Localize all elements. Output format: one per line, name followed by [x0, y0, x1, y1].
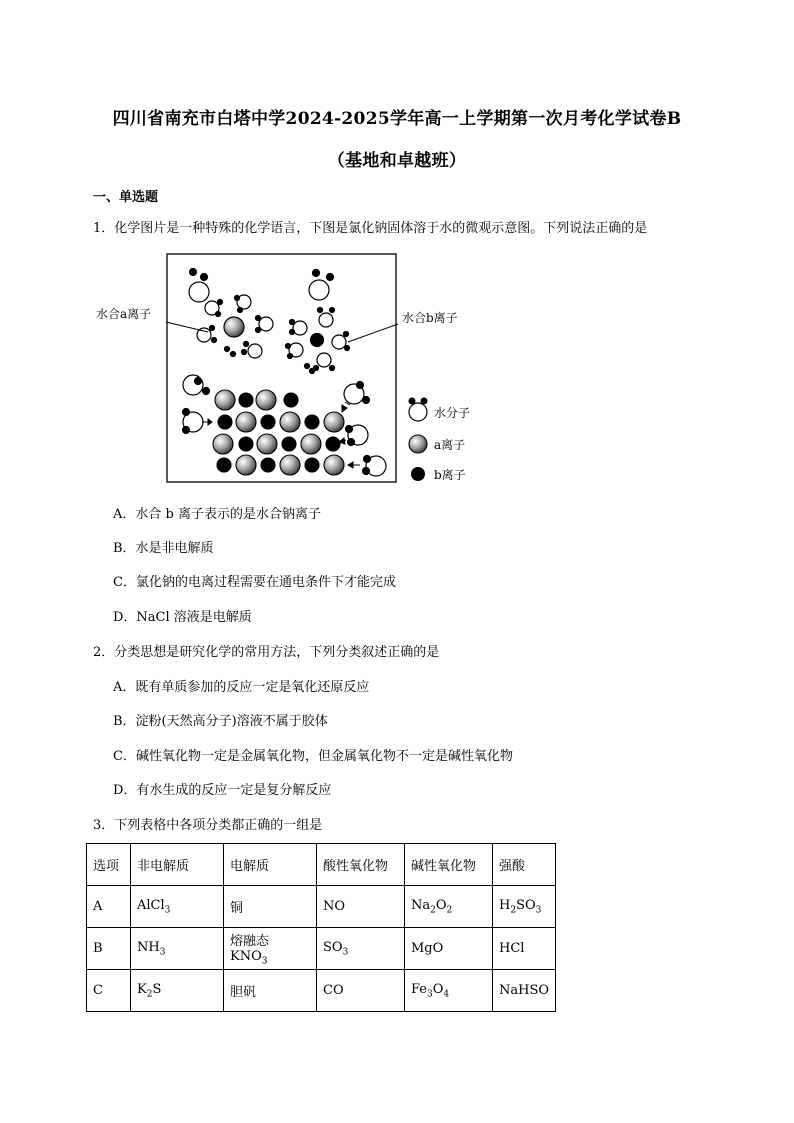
header-cell: 酸性氧化物	[317, 844, 405, 886]
strong-acid-cell: NaHSO	[493, 970, 556, 1012]
non-electrolyte-cell: $K_2S$	[131, 970, 224, 1012]
question-3-stem: 3．下列表格中各项分类都正确的一组是	[93, 818, 323, 833]
table-header-row	[87, 844, 556, 886]
q2-option-c: C．碱性氧化物一定是金属氧化物，但金属氧化物不一定是碱性氧化物	[113, 749, 513, 764]
legend-b-ion: b离子	[434, 468, 466, 482]
header-cell: 选项	[87, 844, 131, 886]
q2-option-a: A．既有单质参加的反应一定是氧化还原反应	[113, 680, 370, 695]
q2-option-b: B．淀粉(天然高分子)溶液不属于胶体	[113, 714, 328, 729]
exam-subtitle: （基地和卓越班）	[327, 151, 467, 171]
section-heading: 一、单选题	[93, 190, 159, 205]
hydrated-b-cluster	[286, 308, 350, 374]
classification-table	[86, 843, 556, 1012]
electrolyte-cell: 熔融态 $KNO_3$	[224, 928, 317, 970]
figure-legend	[409, 398, 471, 483]
basic-oxide-cell: $Fe_3O_4$	[405, 970, 493, 1012]
option-cell: B	[87, 928, 131, 970]
callout-b	[348, 324, 398, 342]
label-hydrated-b: 水合b离子	[402, 311, 458, 325]
legend-water: 水分子	[434, 406, 471, 420]
strong-acid-cell: HCl	[493, 928, 556, 970]
q1-option-b: B．水是非电解质	[113, 541, 214, 556]
acidic-oxide-cell: CO	[317, 970, 405, 1012]
electrolyte-cell: 胆矾	[224, 970, 317, 1012]
label-hydrated-a: 水合a离子	[96, 307, 152, 321]
header-cell: 电解质	[224, 844, 317, 886]
q1-option-c: C．氯化钠的电离过程需要在通电条件下才能完成	[113, 575, 396, 590]
table-row	[87, 928, 556, 970]
q1-option-a: A．水合 b 离子表示的是水合钠离子	[113, 507, 321, 522]
q1-option-d: D．NaCl 溶液是电解质	[113, 610, 252, 625]
nacl-crystal	[213, 390, 344, 475]
q2-option-d: D．有水生成的反应一定是复分解反应	[113, 783, 332, 798]
acidic-oxide-cell: $SO_3$	[317, 928, 405, 970]
basic-oxide-cell: $Na_2O_2$	[405, 886, 493, 928]
legend-a-ion: a离子	[434, 438, 466, 452]
option-cell: C	[87, 970, 131, 1012]
basic-oxide-cell: MgO	[405, 928, 493, 970]
nacl-dissolution-figure	[88, 252, 488, 492]
electrolyte-cell: 铜	[224, 886, 317, 928]
callout-a	[166, 322, 208, 332]
question-2-stem: 2．分类思想是研究化学的常用方法，下列分类叙述正确的是	[93, 645, 440, 660]
table-row	[87, 886, 556, 928]
question-1-stem: 1．化学图片是一种特殊的化学语言，下图是氯化钠固体溶于水的微观示意图。下列说法正确的是	[93, 221, 648, 236]
hydrated-a-cluster	[197, 295, 273, 358]
exam-title: 四川省南充市白塔中学2024-2025学年高一上学期第一次月考化学试卷B	[112, 109, 682, 129]
table-row	[87, 970, 556, 1012]
header-cell: 非电解质	[131, 844, 224, 886]
option-cell: A	[87, 886, 131, 928]
acidic-oxide-cell: NO	[317, 886, 405, 928]
header-cell: 强酸	[493, 844, 556, 886]
strong-acid-cell: $H_2SO_3$	[493, 886, 556, 928]
header-cell: 碱性氧化物	[405, 844, 493, 886]
non-electrolyte-cell: $NH_3$	[131, 928, 224, 970]
non-electrolyte-cell: AlCl$_3$	[131, 886, 224, 928]
